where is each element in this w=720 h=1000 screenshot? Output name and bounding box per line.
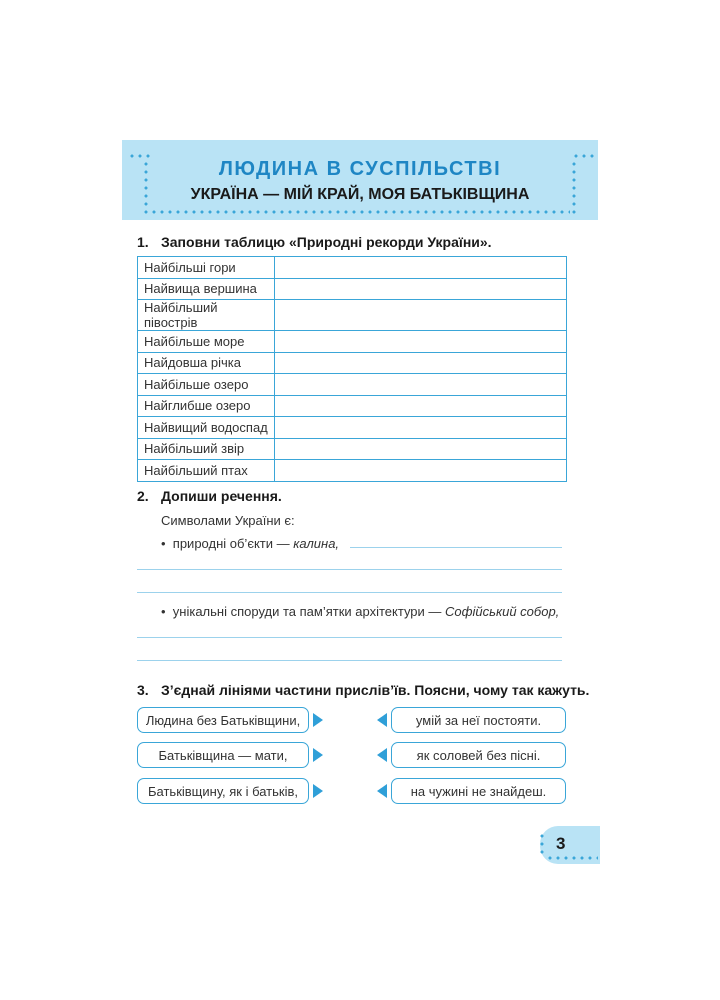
row-label: Найбільше озеро xyxy=(138,374,275,396)
arrow-right-icon xyxy=(313,748,323,762)
arrow-right-icon xyxy=(313,784,323,798)
task-1-heading xyxy=(137,234,492,250)
task-instruction: Допиши речення. xyxy=(161,488,282,504)
task-number: 3. xyxy=(137,682,149,698)
answer-cell[interactable] xyxy=(275,331,567,353)
table-row xyxy=(138,352,567,374)
example-text: Софійський собор, xyxy=(445,604,560,619)
proverb-start[interactable]: Людина без Батьківщини, xyxy=(137,707,309,733)
row-label: Найбільший птах xyxy=(138,460,275,482)
arrow-left-icon xyxy=(377,713,387,727)
page-number-dots xyxy=(540,832,544,858)
task-3-heading xyxy=(137,682,589,698)
table-row xyxy=(138,417,567,439)
task-instruction: Заповни таблицю «Природні рекорди України». xyxy=(161,234,492,250)
row-label: Найдовша річка xyxy=(138,352,275,374)
row-label: Найглибше озеро xyxy=(138,395,275,417)
proverb-end[interactable]: на чужині не знайдеш. xyxy=(391,778,566,804)
write-line[interactable] xyxy=(137,592,562,593)
answer-cell[interactable] xyxy=(275,300,567,331)
arrow-left-icon xyxy=(377,748,387,762)
task-number: 1. xyxy=(137,234,149,250)
topic-title: УКРАЇНА — МІЙ КРАЙ, МОЯ БАТЬКІВЩИНА xyxy=(190,186,530,203)
bullet-icon: • xyxy=(161,536,173,551)
bullet-icon: • xyxy=(161,604,173,619)
arrow-right-icon xyxy=(313,713,323,727)
proverb-end[interactable]: як соловей без пісні. xyxy=(391,742,566,768)
row-label: Найбільші гори xyxy=(138,257,275,279)
answer-cell[interactable] xyxy=(275,395,567,417)
write-line[interactable] xyxy=(137,660,562,661)
table-row xyxy=(138,300,567,331)
answer-cell[interactable] xyxy=(275,278,567,300)
row-label: Найвищий водоспад xyxy=(138,417,275,439)
bullet-architecture: • унікальні споруди та пам’ятки архітектури — Софійський собор, xyxy=(161,604,560,619)
table-row xyxy=(138,374,567,396)
write-line[interactable] xyxy=(137,637,562,638)
row-label: Найвища вершина xyxy=(138,278,275,300)
answer-cell[interactable] xyxy=(275,460,567,482)
row-label: Найбільший півострів xyxy=(138,300,275,331)
arrow-left-icon xyxy=(377,784,387,798)
proverb-start[interactable]: Батьківщина — мати, xyxy=(137,742,309,768)
answer-cell[interactable] xyxy=(275,417,567,439)
answer-cell[interactable] xyxy=(275,438,567,460)
page-number-dots xyxy=(546,856,598,860)
answer-cell[interactable] xyxy=(275,352,567,374)
table-row xyxy=(138,278,567,300)
banner-dots xyxy=(150,210,570,214)
table-row xyxy=(138,257,567,279)
task-number: 2. xyxy=(137,488,149,504)
table-row xyxy=(138,438,567,460)
row-label: Найбільший звір xyxy=(138,438,275,460)
task-2-heading xyxy=(137,488,282,504)
answer-cell[interactable] xyxy=(275,257,567,279)
write-line[interactable] xyxy=(350,547,562,548)
symbols-lead: Символами України є: xyxy=(161,513,295,528)
table-row xyxy=(138,395,567,417)
proverb-start[interactable]: Батьківщину, як і батьків, xyxy=(137,778,309,804)
row-label: Найбільше море xyxy=(138,331,275,353)
answer-cell[interactable] xyxy=(275,374,567,396)
table-row xyxy=(138,331,567,353)
page-number: 3 xyxy=(556,834,566,853)
write-line[interactable] xyxy=(137,569,562,570)
records-table xyxy=(137,256,567,482)
example-text: калина, xyxy=(293,536,340,551)
proverb-end[interactable]: умій за неї постояти. xyxy=(391,707,566,733)
table-row xyxy=(138,460,567,482)
task-instruction: З’єднай лініями частини прислів’їв. Поясни, чому так кажуть. xyxy=(161,682,590,698)
section-title: ЛЮДИНА В СУСПІЛЬСТВІ xyxy=(218,158,502,180)
bullet-natural: • природні об’єкти — калина, xyxy=(161,536,340,551)
